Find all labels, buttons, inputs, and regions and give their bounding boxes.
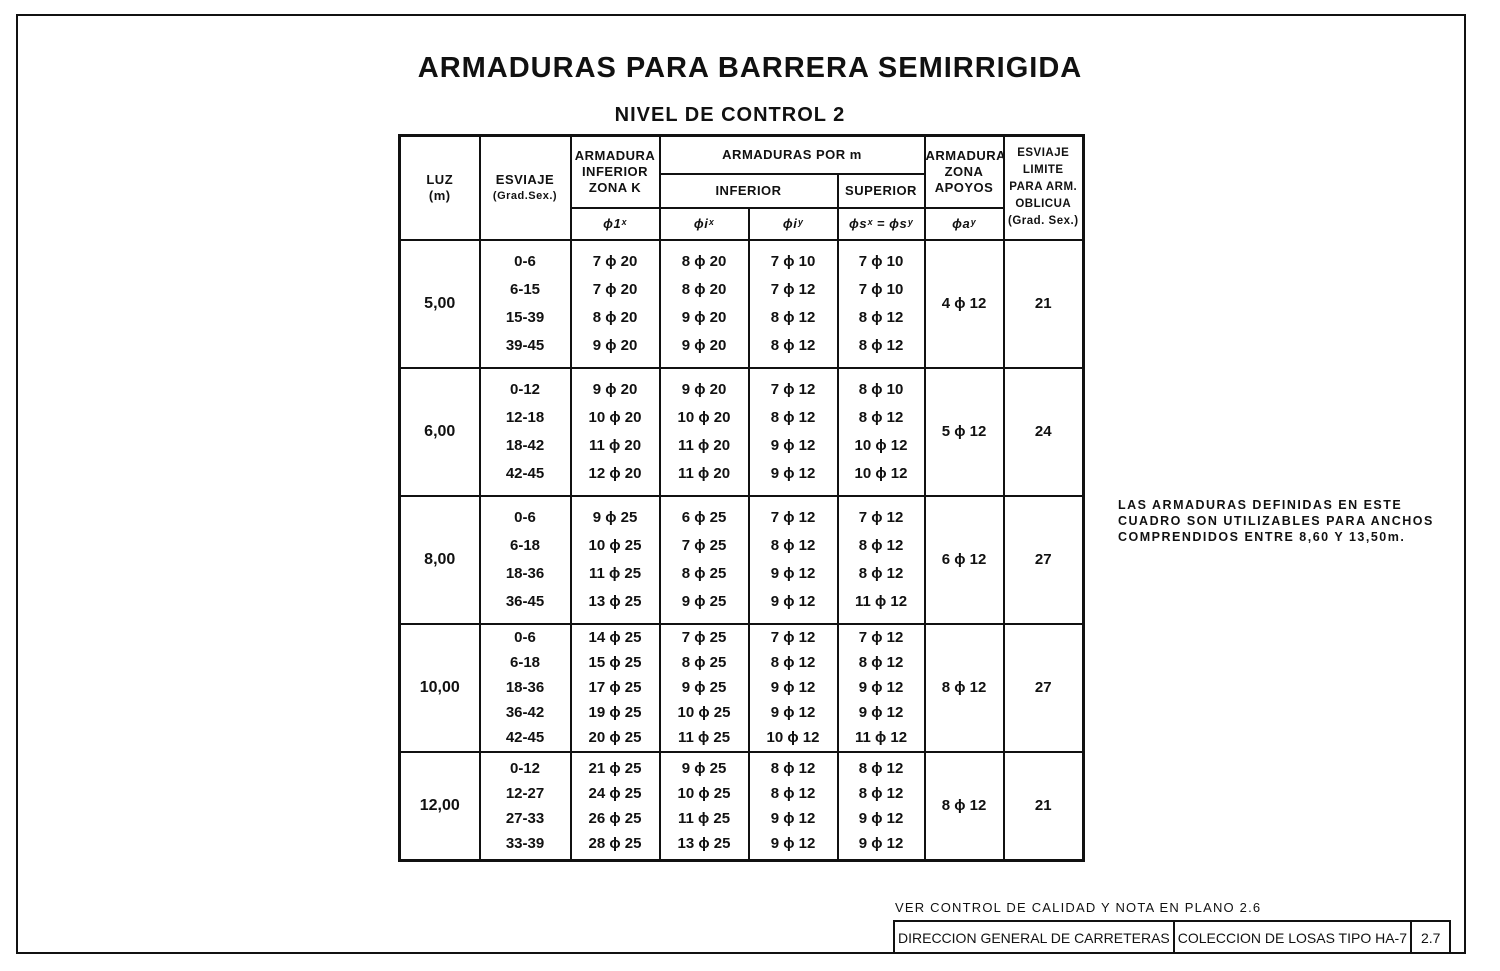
header-zona-k (571, 136, 660, 208)
inferior-x-value: 9 ϕ 20 (681, 336, 727, 354)
page-title: ARMADURAS PARA BARRERA SEMIRRIGIDA (417, 52, 1083, 84)
header-zona-k-line3: ZONA K (588, 179, 642, 195)
superior-value: 11 ϕ 12 (854, 729, 908, 746)
zona-k-value: 11 ϕ 25 (588, 564, 642, 582)
usage-note (1118, 497, 1434, 545)
limite-cell: 27 (1004, 624, 1084, 752)
inferior-y-value: 8 ϕ 12 (770, 536, 816, 554)
superior-cell (838, 368, 925, 496)
luz-cell: 12,00 (400, 752, 480, 861)
esviaje-value: 12-18 (505, 408, 545, 426)
zona-k-value: 11 ϕ 20 (588, 436, 642, 454)
inferior-y-value: 8 ϕ 12 (770, 408, 816, 426)
esviaje-value: 39-45 (505, 336, 545, 354)
inferior-y-value: 9 ϕ 12 (770, 679, 816, 696)
header-superior: SUPERIOR (838, 174, 925, 208)
inferior-y-value: 8 ϕ 12 (770, 654, 816, 671)
header-limite-line2: LIMITE (1022, 164, 1064, 177)
header-luz-unit: (m) (428, 187, 451, 203)
esviaje-value: 12-27 (505, 784, 545, 802)
esviaje-value: 36-42 (505, 704, 545, 721)
inferior-x-value: 13 ϕ 25 (677, 834, 731, 852)
header-esviaje-limite (1004, 136, 1084, 240)
esviaje-value: 33-39 (505, 834, 545, 852)
superior-value: 8 ϕ 12 (858, 536, 904, 554)
limite-cell: 21 (1004, 752, 1084, 861)
inferior-y-value: 8 ϕ 12 (770, 784, 816, 802)
inferior-y-value: 8 ϕ 12 (770, 308, 816, 326)
superior-value: 8 ϕ 12 (858, 408, 904, 426)
inferior-x-value: 11 ϕ 25 (677, 809, 731, 827)
esviaje-value: 42-45 (505, 464, 545, 482)
apoyos-cell: 8 ϕ 12 (925, 624, 1004, 752)
title-block-sheet-number: 2.7 (1421, 930, 1441, 946)
zona-k-value: 10 ϕ 25 (588, 536, 642, 554)
superior-value: 9 ϕ 12 (858, 809, 904, 827)
limite-cell: 21 (1004, 240, 1084, 368)
usage-note-line: LAS ARMADURAS DEFINIDAS EN ESTE (1118, 498, 1403, 512)
header-zona-k-line1: ARMADURA (574, 147, 656, 163)
header-symbol-zona-k: ϕ1ˣ (571, 208, 660, 240)
esviaje-value: 0-6 (514, 508, 536, 526)
usage-note-line: CUADRO SON UTILIZABLES PARA ANCHOS (1118, 514, 1434, 528)
inferior-y-value: 7 ϕ 12 (770, 280, 816, 298)
header-esviaje (480, 136, 571, 240)
inferior-y-value: 7 ϕ 12 (770, 629, 816, 646)
inferior-x-value: 10 ϕ 25 (677, 784, 731, 802)
inferior-x-cell (660, 240, 749, 368)
inferior-x-value: 7 ϕ 25 (681, 536, 727, 554)
header-zona-k-line2: INFERIOR (581, 163, 649, 179)
apoyos-cell: 5 ϕ 12 (925, 368, 1004, 496)
inferior-y-value: 10 ϕ 12 (766, 729, 820, 746)
title-block-collection: COLECCION DE LOSAS TIPO HA-7 (1175, 922, 1412, 954)
inferior-x-cell (660, 624, 749, 752)
zona-k-cell (571, 624, 660, 752)
zona-k-value: 13 ϕ 25 (588, 592, 642, 610)
superior-value: 9 ϕ 12 (858, 834, 904, 852)
inferior-x-cell (660, 752, 749, 861)
luz-cell: 5,00 (400, 240, 480, 368)
esviaje-value: 6-18 (509, 536, 541, 554)
inferior-x-value: 11 ϕ 20 (677, 436, 731, 454)
zona-k-cell (571, 496, 660, 624)
superior-cell (838, 624, 925, 752)
zona-k-value: 17 ϕ 25 (588, 679, 642, 696)
inferior-x-value: 9 ϕ 25 (681, 592, 727, 610)
esviaje-value: 18-36 (505, 564, 545, 582)
inferior-y-cell (749, 496, 838, 624)
header-zona-apoyos (925, 136, 1007, 208)
inferior-y-value: 7 ϕ 10 (770, 252, 816, 270)
inferior-y-value: 9 ϕ 12 (770, 592, 816, 610)
superior-value: 8 ϕ 12 (858, 784, 904, 802)
superior-value: 7 ϕ 10 (858, 252, 904, 270)
superior-value: 9 ϕ 12 (858, 679, 904, 696)
header-limite-line1: ESVIAJE (1017, 147, 1070, 160)
esviaje-value: 18-42 (505, 436, 545, 454)
inferior-y-value: 7 ϕ 12 (770, 508, 816, 526)
zona-k-value: 19 ϕ 25 (588, 704, 642, 721)
superior-value: 8 ϕ 12 (858, 336, 904, 354)
zona-k-value: 12 ϕ 20 (588, 464, 642, 482)
inferior-x-value: 9 ϕ 25 (681, 679, 727, 696)
superior-value: 7 ϕ 10 (858, 280, 904, 298)
header-zona-apoyos-line3: APOYOS (934, 179, 994, 195)
esviaje-value: 27-33 (505, 809, 545, 827)
esviaje-cell (480, 368, 571, 496)
esviaje-cell (480, 496, 571, 624)
inferior-x-value: 6 ϕ 25 (681, 508, 727, 526)
header-zona-apoyos-line1: ARMADURA (925, 147, 1007, 163)
header-symbol-superior: ϕsˣ = ϕsʸ (838, 208, 925, 240)
zona-k-value: 28 ϕ 25 (588, 834, 642, 852)
inferior-y-value: 8 ϕ 12 (770, 336, 816, 354)
zona-k-value: 14 ϕ 25 (588, 629, 642, 646)
header-symbol-inferior-x: ϕiˣ (660, 208, 749, 240)
esviaje-cell (480, 752, 571, 861)
zona-k-cell (571, 752, 660, 861)
zona-k-value: 9 ϕ 25 (592, 508, 638, 526)
header-limite-line3: PARA ARM. (1009, 181, 1078, 194)
zona-k-value: 9 ϕ 20 (592, 380, 638, 398)
apoyos-cell: 6 ϕ 12 (925, 496, 1004, 624)
superior-value: 9 ϕ 12 (858, 704, 904, 721)
usage-note-line: COMPRENDIDOS ENTRE 8,60 Y 13,50m. (1118, 530, 1406, 544)
inferior-y-value: 9 ϕ 12 (770, 704, 816, 721)
title-block-organization: DIRECCION GENERAL DE CARRETERAS (895, 922, 1175, 954)
header-esviaje-label: ESVIAJE (495, 171, 555, 187)
zona-k-value: 8 ϕ 20 (592, 308, 638, 326)
zona-k-value: 24 ϕ 25 (588, 784, 642, 802)
header-esviaje-unit: (Grad.Sex.) (492, 189, 558, 202)
zona-k-cell (571, 240, 660, 368)
superior-value: 7 ϕ 12 (858, 508, 904, 526)
inferior-y-value: 9 ϕ 12 (770, 464, 816, 482)
esviaje-value: 42-45 (505, 729, 545, 746)
superior-value: 7 ϕ 12 (858, 629, 904, 646)
inferior-y-value: 9 ϕ 12 (770, 809, 816, 827)
header-limite-line4: OBLICUA (1015, 198, 1072, 211)
superior-value: 10 ϕ 12 (854, 436, 908, 454)
esviaje-value: 36-45 (505, 592, 545, 610)
inferior-y-cell (749, 752, 838, 861)
superior-value: 8 ϕ 12 (858, 654, 904, 671)
inferior-x-value: 8 ϕ 25 (681, 654, 727, 671)
inferior-y-value: 8 ϕ 12 (770, 759, 816, 777)
header-zona-apoyos-line2: ZONA (944, 163, 984, 179)
limite-cell: 27 (1004, 496, 1084, 624)
superior-value: 11 ϕ 12 (854, 592, 908, 610)
zona-k-value: 20 ϕ 25 (588, 729, 642, 746)
inferior-x-value: 7 ϕ 25 (681, 629, 727, 646)
zona-k-value: 26 ϕ 25 (588, 809, 642, 827)
apoyos-cell: 4 ϕ 12 (925, 240, 1004, 368)
title-block (893, 920, 1451, 954)
inferior-x-value: 8 ϕ 20 (681, 252, 727, 270)
zona-k-value: 9 ϕ 20 (592, 336, 638, 354)
header-inferior: INFERIOR (660, 174, 838, 208)
esviaje-cell (480, 240, 571, 368)
superior-value: 8 ϕ 10 (858, 380, 904, 398)
zona-k-value: 10 ϕ 20 (588, 408, 642, 426)
zona-k-value: 7 ϕ 20 (592, 280, 638, 298)
inferior-x-value: 8 ϕ 20 (681, 280, 727, 298)
superior-value: 10 ϕ 12 (854, 464, 908, 482)
limite-cell: 24 (1004, 368, 1084, 496)
inferior-y-value: 9 ϕ 12 (770, 834, 816, 852)
zona-k-cell (571, 368, 660, 496)
inferior-x-cell (660, 368, 749, 496)
inferior-y-cell (749, 624, 838, 752)
superior-value: 8 ϕ 12 (858, 759, 904, 777)
superior-cell (838, 496, 925, 624)
reinforcement-table (398, 134, 1085, 862)
inferior-x-cell (660, 496, 749, 624)
esviaje-cell (480, 624, 571, 752)
header-luz-label: LUZ (426, 171, 454, 187)
inferior-x-value: 9 ϕ 25 (681, 759, 727, 777)
zona-k-value: 7 ϕ 20 (592, 252, 638, 270)
inferior-x-value: 11 ϕ 25 (677, 729, 731, 746)
esviaje-value: 0-12 (509, 759, 541, 777)
luz-cell: 10,00 (400, 624, 480, 752)
esviaje-value: 0-6 (514, 629, 536, 646)
inferior-y-value: 9 ϕ 12 (770, 436, 816, 454)
inferior-x-value: 9 ϕ 20 (681, 308, 727, 326)
superior-value: 8 ϕ 12 (858, 308, 904, 326)
page-subtitle: NIVEL DE CONTROL 2 (614, 104, 846, 126)
esviaje-value: 15-39 (505, 308, 545, 326)
header-armaduras-por-m: ARMADURAS POR m (660, 136, 925, 174)
header-limite-line5: (Grad. Sex.) (1007, 215, 1079, 228)
esviaje-value: 0-12 (509, 380, 541, 398)
zona-k-value: 15 ϕ 25 (588, 654, 642, 671)
luz-cell: 6,00 (400, 368, 480, 496)
header-symbol-apoyos: ϕaʸ (925, 208, 1004, 240)
inferior-x-value: 9 ϕ 20 (681, 380, 727, 398)
esviaje-value: 6-15 (509, 280, 541, 298)
apoyos-cell: 8 ϕ 12 (925, 752, 1004, 861)
esviaje-value: 0-6 (514, 252, 536, 270)
inferior-y-cell (749, 240, 838, 368)
inferior-x-value: 10 ϕ 20 (677, 408, 731, 426)
header-symbol-inferior-y: ϕiʸ (749, 208, 838, 240)
esviaje-value: 18-36 (505, 679, 545, 696)
luz-cell: 8,00 (400, 496, 480, 624)
inferior-x-value: 11 ϕ 20 (677, 464, 731, 482)
inferior-y-cell (749, 368, 838, 496)
inferior-x-value: 8 ϕ 25 (681, 564, 727, 582)
esviaje-value: 6-18 (509, 654, 541, 671)
quality-control-note: VER CONTROL DE CALIDAD Y NOTA EN PLANO 2.6 (895, 900, 1262, 915)
inferior-y-value: 9 ϕ 12 (770, 564, 816, 582)
superior-cell (838, 240, 925, 368)
superior-value: 8 ϕ 12 (858, 564, 904, 582)
inferior-x-value: 10 ϕ 25 (677, 704, 731, 721)
inferior-y-value: 7 ϕ 12 (770, 380, 816, 398)
header-luz (400, 136, 480, 240)
zona-k-value: 21 ϕ 25 (588, 759, 642, 777)
superior-cell (838, 752, 925, 861)
